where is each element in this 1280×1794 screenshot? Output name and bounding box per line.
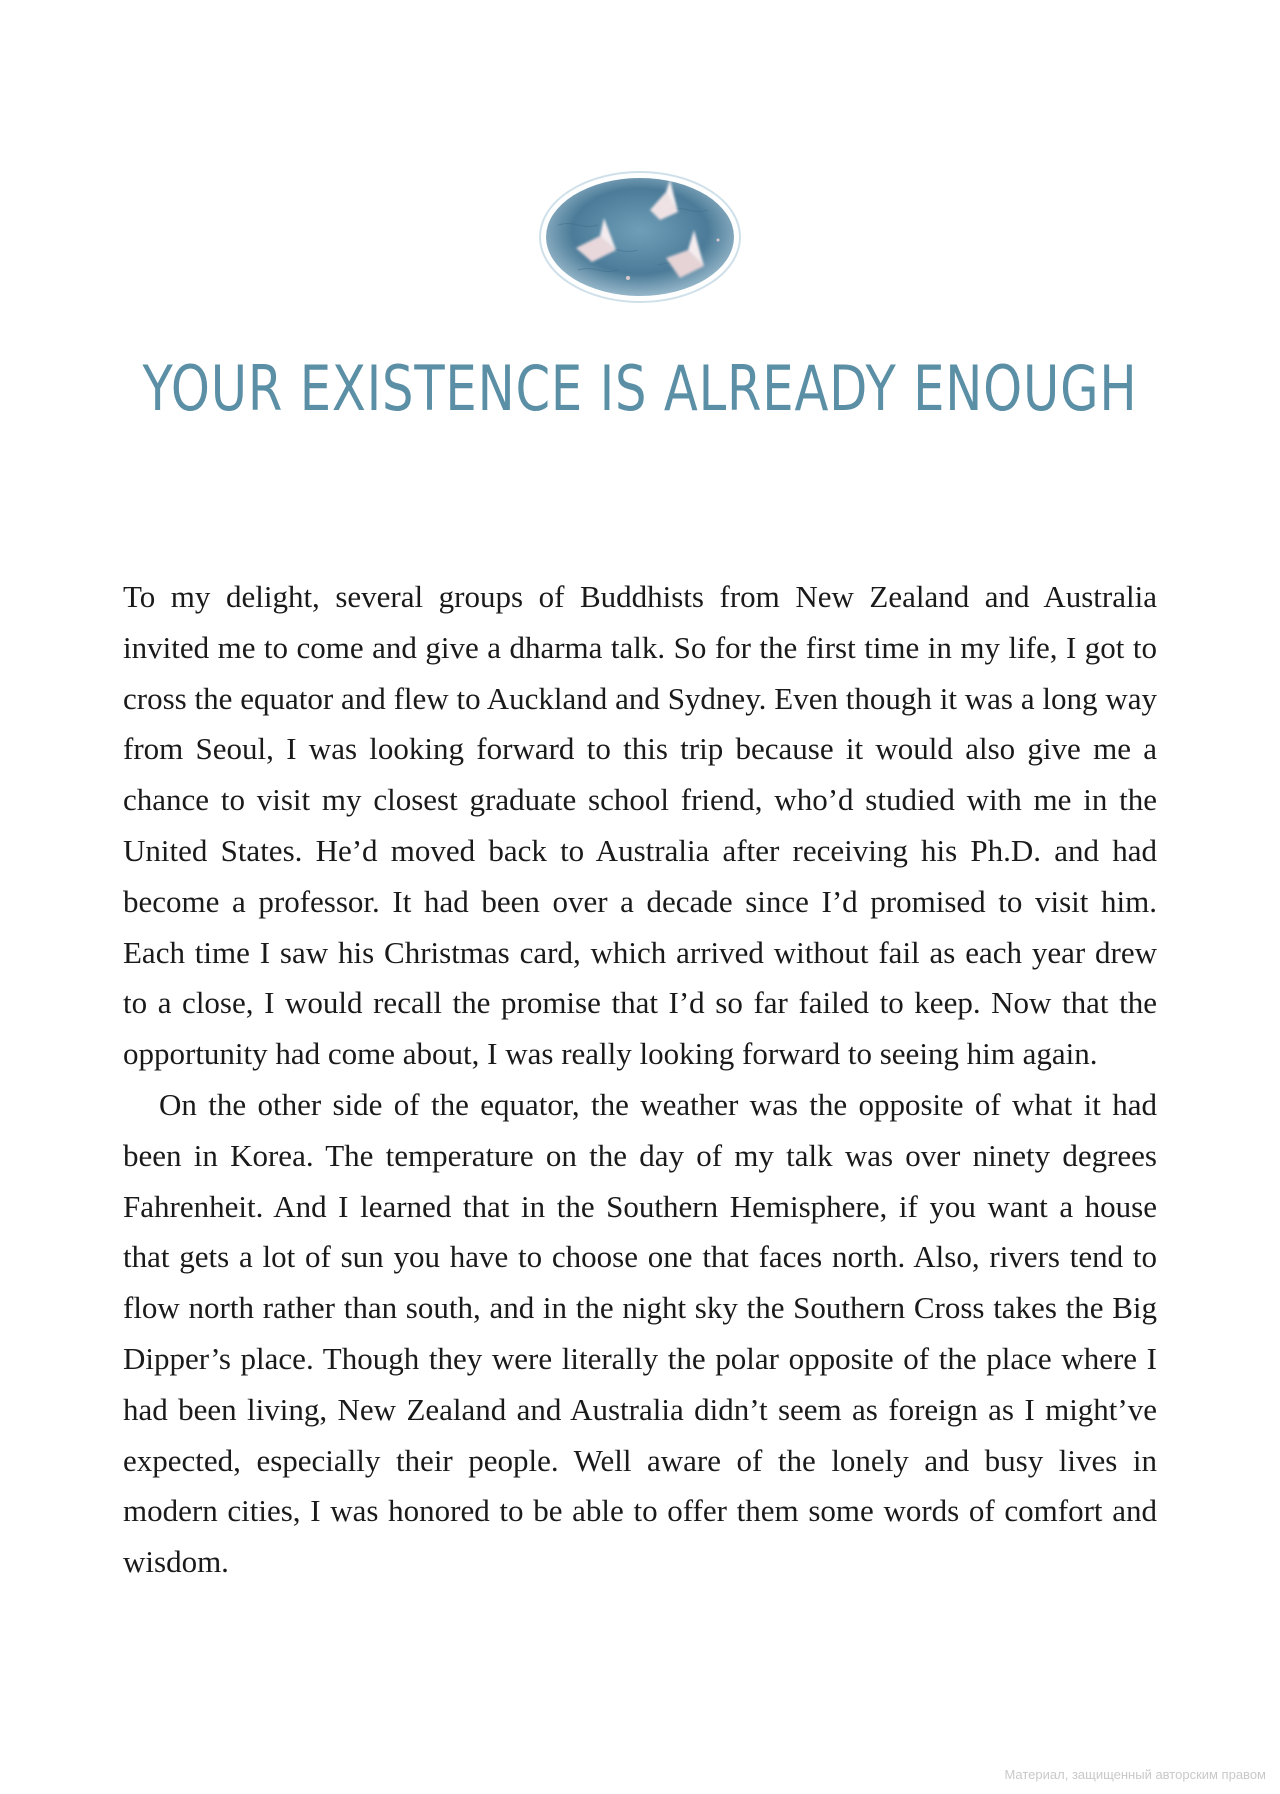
chapter-title: YOUR EXISTENCE IS ALREADY ENOUGH	[142, 352, 1138, 425]
paragraph: On the other side of the equator, the weather was the opposite of what it had been in Korea. The temperature on the day of my talk was over ninety degrees Fahrenheit. And I learned that in the Southern Hemisphere, if you want a house that gets a lot of sun you have to choose one that faces north. Also, rivers tend to flow north rather than south, and in the night sky the Southern Cross takes the Big Dipper’s place. Though they were literally the polar opposite of the place where I had been living, New Zealand and Australia didn’t seem as foreign as I might’ve expected, especially their people. Well aware of the lonely and busy lives in modern cities, I was honored to be able to offer them some words of comfort and wisdom.	[123, 1086, 1157, 1580]
copyright-watermark: Материал, защищенный авторским правом	[1004, 1767, 1266, 1782]
paragraph: To my delight, several groups of Buddhists from New Zealand and Australia invited me to come and give a dharma talk. So for the first time in my life, I got to cross the equator and flew to Auckland and Sydney. Even though it was a long way from Seoul, I was looking forward to this trip because it would also give me a chance to visit my closest graduate school friend, who’d studied with me in the United States. He’d moved back to Australia after receiving his Ph.D. and had become a professor. It had been over a decade since I’d promised to visit him. Each time I saw his Christmas card, which arrived without fail as each year drew to a close, I would recall the promise that I’d so far failed to keep. Now that the opportunity had come about, I was really looking forward to seeing him again.	[123, 579, 1157, 1072]
paper-boats-oval-icon	[538, 170, 742, 304]
body-text	[123, 572, 1157, 1588]
